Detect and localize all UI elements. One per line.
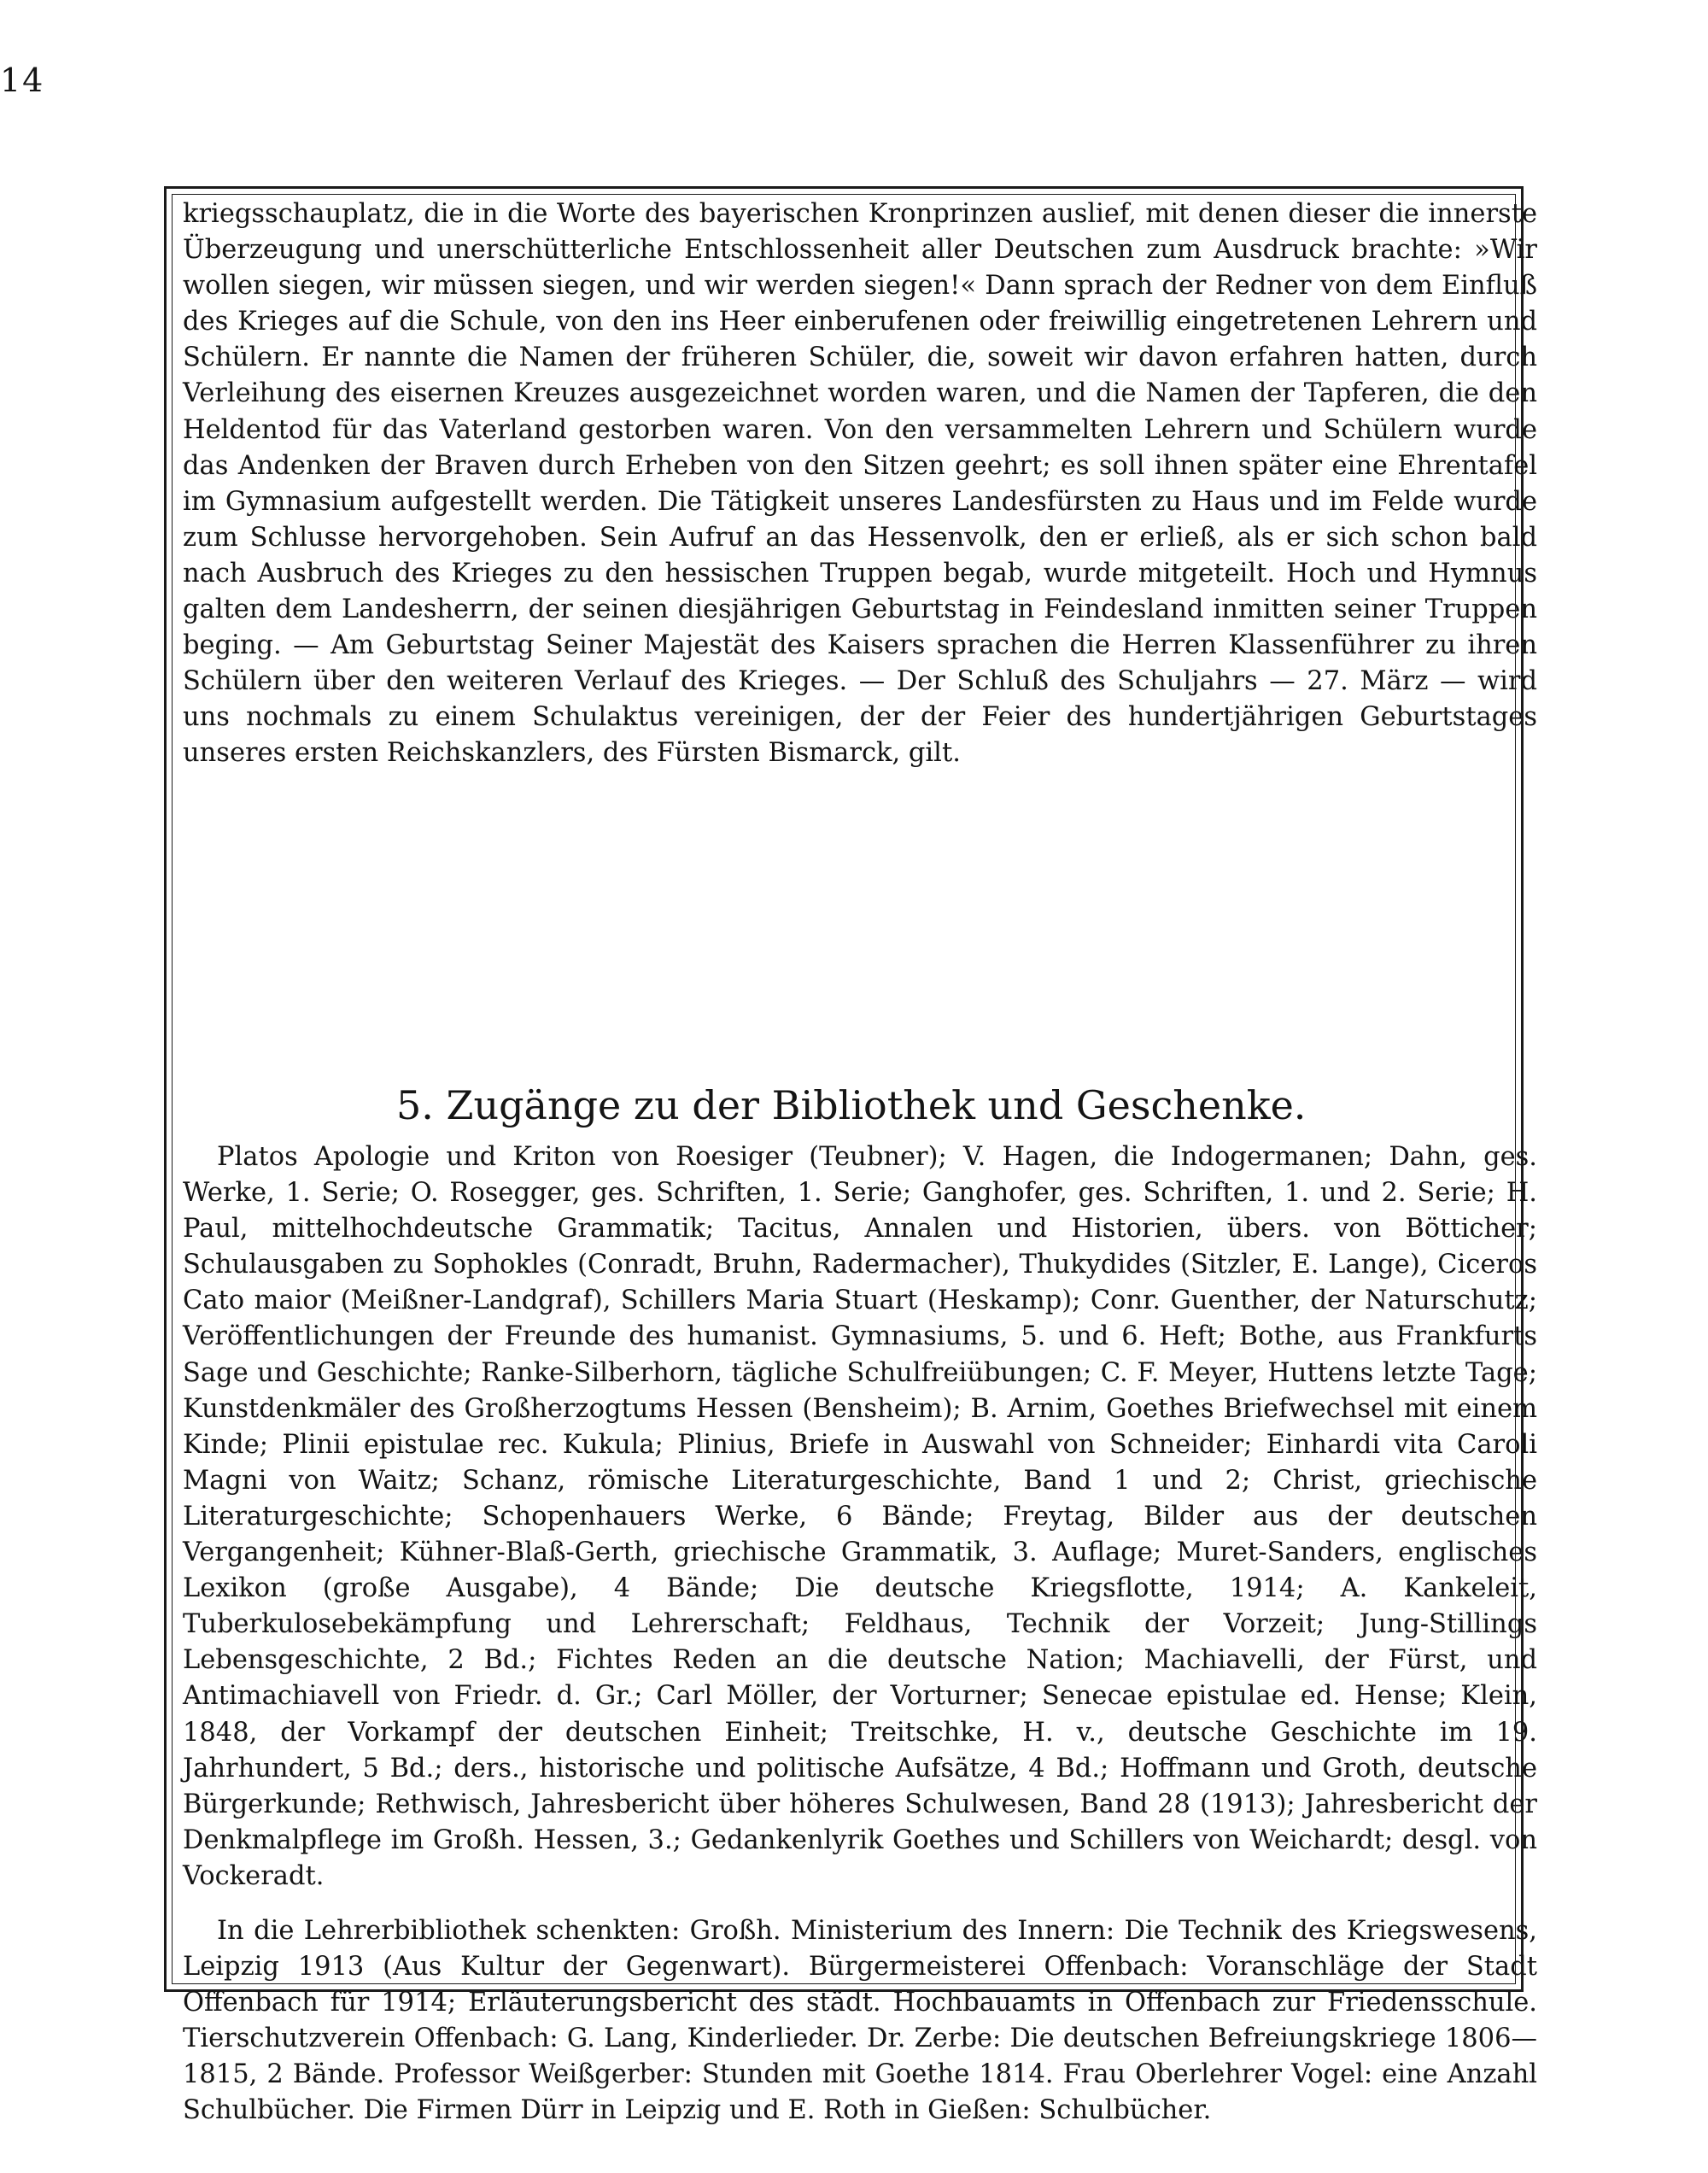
library-acquisitions-paragraph: Platos Apologie und Kriton von Roesiger (Teubner); V. Hagen, die Indogermanen; Dahn, ges. Werke, 1. Serie; O. Rosegger, ges. Schriften, 1. Serie; Ganghofer, ges. Schriften, 1. und 2. Serie; H. Paul, mittelhochdeutsche Grammatik; Tacitus, Annalen und Historien, übers. von Bötticher; Schulausgaben zu Sophokles (Conradt, Bruhn, Radermacher), Thukydides (Sitzler, E. Lange), Ciceros Cato maior (Meißner-Landgraf), Schillers Maria Stuart (Heskamp); Conr. Guenther, der Naturschutz; Veröffentlichungen der Freunde des humanist. Gymnasiums, 5. und 6. Heft; Bothe, aus Frankfurts Sage und Geschichte; Ranke-Silberhorn, tägliche Schulfreiübungen; C. F. Meyer, Huttens letzte Tage; Kunstdenkmäler des Großherzogtums Hessen (Bensheim); B. Arnim, Goethes Briefwechsel mit einem Kinde; Plinii epistulae rec. Kukula; Plinius, Briefe in Auswahl von Schneider; Einhardi vita Caroli Magni von Waitz; Schanz, römische Literaturgeschichte, Band 1 und 2; Christ, griechische Literaturgeschichte; Schopenhauers Werke, 6 Bände; Freytag, Bilder aus der deutschen Vergangenheit; Kühner-Blaß-Gerth, griechische Grammatik, 3. Auflage; Muret-Sanders, englisches Lexikon (große Ausgabe), 4 Bände; Die deutsche Kriegsflotte, 1914; A. Kankeleit, Tuberkulosebekämpfung und Lehrerschaft; Feldhaus, Technik der Vorzeit; Jung-Stillings Lebensgeschichte, 2 Bd.; Fichtes Reden an die deutsche Nation; Machiavelli, der Fürst, und Antimachiavell von Friedr. d. Gr.; Carl Möller, der Vorturner; Senecae epistulae ed. Hense; Klein, 1848, der Vorkampf der deutschen Einheit; Treitschke, H. v., deutsche Geschichte im 19. Jahrhundert, 5 Bd.; ders., historische und politische Aufsätze, 4 Bd.; Hoffmann und Groth, deutsche Bürgerkunde; Rethwisch, Jahresbericht über höheres Schulwesen, Band 28 (1913); Jahresbericht der Denkmalpflege im Großh. Hessen, 3.; Gedankenlyrik Goethes und Schillers von Weichardt; desgl. von Vockeradt. bbox=[183, 1142, 1537, 1891]
teacher-library-donations-paragraph: In die Lehrerbibliothek schenkten: Großh. Ministerium des Innern: Die Technik des Kriegswesens, Leipzig 1913 (Aus Kultur der Gegenwart). Bürgermeisterei Offenbach: Voranschläge der Stadt Offenbach für 1914; Erläuterungsbericht des städt. Hochbauamts in Offenbach zur Friedensschule. Tierschutzverein Offenbach: G. Lang, Kinderlieder. Dr. Zerbe: Die deutschen Befreiungskriege 1806—1815, 2 Bände. Professor Weißgerber: Stunden mit Goethe 1814. Frau Oberlehrer Vogel: eine Anzahl Schulbücher. Die Firmen Dürr in Leipzig und E. Roth in Gießen: Schulbücher. bbox=[183, 1916, 1537, 2126]
page-number: 14 bbox=[0, 62, 45, 99]
school-events-paragraph: kriegsschauplatz, die in die Worte des bayerischen Kronprinzen auslief, mit denen dieser die innerste Überzeugung und unerschütterliche Entschlossenheit aller Deutschen zum Ausdruck brachte: »Wir wollen siegen, wir müssen siegen, und wir werden siegen!« Dann sprach der Redner von dem Einfluß des Krieges auf die Schule, von den ins Heer einberufenen oder freiwillig eingetretenen Lehrern und Schülern. Er nannte die Namen der früheren Schüler, die, soweit wir davon erfahren hatten, durch Verleihung des eisernen Kreuzes ausgezeichnet worden waren, und die Namen der Tapferen, die den Heldentod für das Vaterland gestorben waren. Von den versammelten Lehrern und Schülern wurde das Andenken der Braven durch Erheben von den Sitzen geehrt; es soll ihnen später eine Ehrentafel im Gymnasium aufgestellt werden. Die Tätigkeit unseres Landesfürsten zu Haus und im Felde wurde zum Schlusse hervorgehoben. Sein Aufruf an das Hessenvolk, den er erließ, als er sich schon bald nach Ausbruch des Krieges zu den hessischen Truppen begab, wurde mitgeteilt. Hoch und Hymnus galten dem Landesherrn, der seinen diesjährigen Geburtstag in Feindesland inmitten seiner Truppen beging. — Am Geburtstag Seiner Majestät des Kaisers sprachen die Herren Klassenführer zu ihren Schülern über den weiteren Verlauf des Krieges. — Der Schluß des Schuljahrs — 27. März — wird uns nochmals zu einem Schulaktus vereinigen, der der Feier des hundertjährigen Geburtstages unseres ersten Reichskanzlers, des Fürsten Bismarck, gilt. bbox=[183, 199, 1537, 769]
library-section-heading: 5. Zugänge zu der Bibliothek und Geschenke. bbox=[396, 1082, 1307, 1128]
